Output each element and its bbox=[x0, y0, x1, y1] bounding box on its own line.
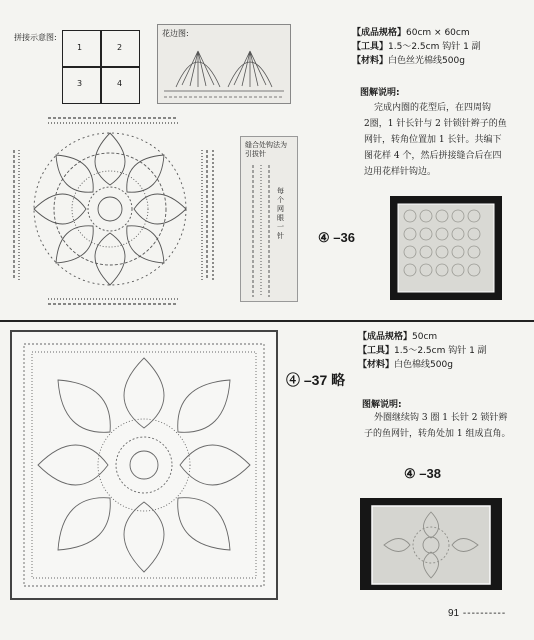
grid-number-1: 1 bbox=[77, 43, 83, 52]
bottom-edge-strip bbox=[48, 296, 178, 308]
layout-diagram-label: 拼接示意图: bbox=[14, 33, 57, 42]
spec-material: 【材料】白色丝光棉线500g bbox=[352, 56, 465, 66]
page-number: 91 ---------- bbox=[448, 608, 507, 619]
join-stitch-diagram bbox=[240, 136, 298, 302]
round-motif-chart bbox=[24, 124, 196, 294]
explain-title-36: 图解说明: bbox=[360, 88, 400, 98]
layout-grid bbox=[62, 30, 140, 104]
pattern-number-38: ④ –38 bbox=[404, 466, 441, 481]
pattern-number-36: ④ –36 bbox=[318, 230, 355, 245]
right-edge-strip bbox=[198, 150, 218, 280]
photo-38 bbox=[360, 498, 502, 590]
explain-text-38: 外圈继续钩 3 圈 1 长针 2 锁针辫 子的鱼网针，转角处加 1 组成直角。 bbox=[364, 413, 511, 439]
spec-tool: 【工具】1.5～2.5cm 钩针 1 副 bbox=[352, 42, 481, 52]
mesh-stitch-note: 每个网眼一针 bbox=[277, 187, 284, 240]
explain-title-38: 图解说明: bbox=[362, 400, 402, 410]
join-stitch-note: 缝合处钩法为引拔针 bbox=[245, 141, 287, 158]
pattern-number-37: ④ –37 略 bbox=[286, 372, 346, 388]
edging-diagram-label: 花边图: bbox=[162, 29, 189, 38]
left-edge-strip bbox=[10, 150, 24, 280]
spec-size-38: 【成品规格】50cm bbox=[358, 332, 438, 342]
spec-material-38: 【材料】白色棉线500g bbox=[358, 360, 453, 370]
grid-number-4: 4 bbox=[117, 79, 123, 88]
spec-list-38 bbox=[358, 330, 487, 372]
spec-size: 【成品规格】60cm × 60cm bbox=[352, 28, 470, 38]
edging-chart bbox=[158, 25, 290, 103]
photo-36 bbox=[390, 196, 502, 300]
square-motif-frame bbox=[10, 330, 278, 600]
grid-number-2: 2 bbox=[117, 43, 123, 52]
section-divider bbox=[0, 320, 534, 322]
explain-text-36: 完成内圈的花型后，在四周钩 2圈，1 针长针与 2 针锁针辫子的鱼 网针，转角位置加 1 长针。共编下 图花样 4 个，然后拼接缝合后在四 边用花样针钩边。 bbox=[364, 103, 507, 177]
square-motif-chart bbox=[18, 338, 270, 592]
grid-number-3: 3 bbox=[77, 79, 83, 88]
spec-tool-38: 【工具】1.5～2.5cm 钩针 1 副 bbox=[358, 346, 487, 356]
spec-list-36 bbox=[352, 26, 481, 68]
edging-diagram bbox=[157, 24, 291, 104]
